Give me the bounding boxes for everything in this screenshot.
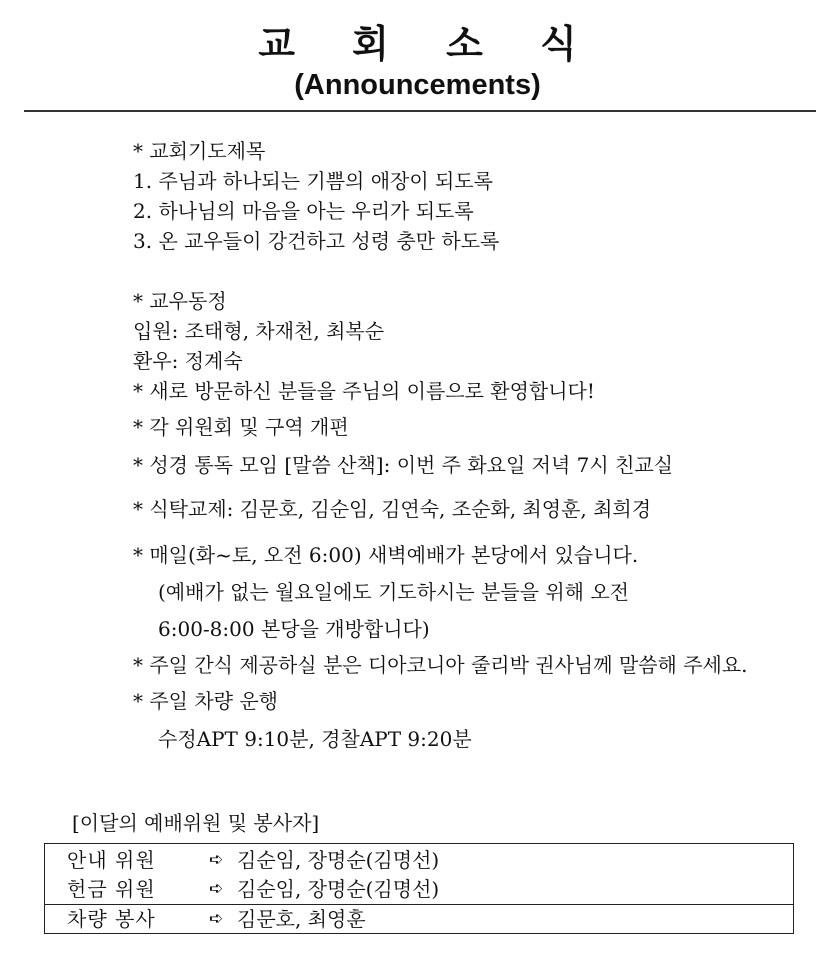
arrow-icon: ➪ <box>209 909 224 929</box>
volunteers-heading: [이달의 예배위원 및 봉사자] <box>72 811 320 835</box>
volunteer-names: 김순임, 장명순(김명선) <box>237 877 440 901</box>
volunteer-role: 안내 위원 <box>67 848 156 872</box>
title-divider <box>24 110 816 112</box>
page-subtitle: (Announcements) <box>294 69 541 101</box>
volunteer-role: 차량 봉사 <box>67 907 156 931</box>
arrow-icon: ➪ <box>209 850 224 870</box>
notice-welcome: * 새로 방문하신 분들을 주님의 이름으로 환영합니다! <box>133 379 595 403</box>
dawn-service-line-2: (예배가 없는 월요일에도 기도하시는 분들을 위해 오전 <box>158 580 629 604</box>
table-divider <box>45 904 793 905</box>
vehicle-heading: * 주일 차량 운행 <box>133 689 278 713</box>
dawn-service-line-1: * 매일(화~토, 오전 6:00) 새벽예배가 본당에서 있습니다. <box>133 543 639 567</box>
arrow-icon: ➪ <box>209 879 224 899</box>
prayer-heading: * 교회기도제목 <box>133 139 266 163</box>
prayer-item-2: 2. 하나님의 마음을 아는 우리가 되도록 <box>133 199 474 223</box>
volunteer-names: 김순임, 장명순(김명선) <box>237 848 440 872</box>
prayer-item-3: 3. 온 교우들이 강건하고 성령 충만 하도록 <box>133 229 500 253</box>
prayer-item-1: 1. 주님과 하나되는 기쁨의 애장이 되도록 <box>133 169 493 193</box>
volunteer-row-usher <box>67 847 439 873</box>
vehicle-schedule: 수정APT 9:10분, 경찰APT 9:20분 <box>158 727 472 751</box>
notice-bible-reading: * 성경 통독 모임 [말씀 산책]: 이번 주 화요일 저녁 7시 친교실 <box>133 453 674 477</box>
members-returned: 환우: 정계숙 <box>133 349 243 373</box>
notice-fellowship-meal: * 식탁교제: 김문호, 김순임, 김연숙, 조순화, 최영훈, 최희경 <box>133 497 652 521</box>
members-heading: * 교우동정 <box>133 289 227 313</box>
members-admitted: 입원: 조태형, 차재천, 최복순 <box>133 319 385 343</box>
snack-notice: * 주일 간식 제공하실 분은 디아코니아 줄리박 권사님께 말씀해 주세요. <box>133 653 748 677</box>
volunteer-row-offering <box>67 876 439 902</box>
volunteers-table <box>44 843 794 934</box>
volunteer-row-vehicle <box>67 906 366 932</box>
notice-reorganization: * 각 위원회 및 구역 개편 <box>133 415 349 439</box>
volunteer-role: 헌금 위원 <box>67 877 156 901</box>
page-title: 교 회 소 식 <box>258 22 599 66</box>
dawn-service-line-3: 6:00-8:00 본당을 개방합니다) <box>158 617 430 641</box>
volunteer-names: 김문호, 최영훈 <box>237 907 366 931</box>
